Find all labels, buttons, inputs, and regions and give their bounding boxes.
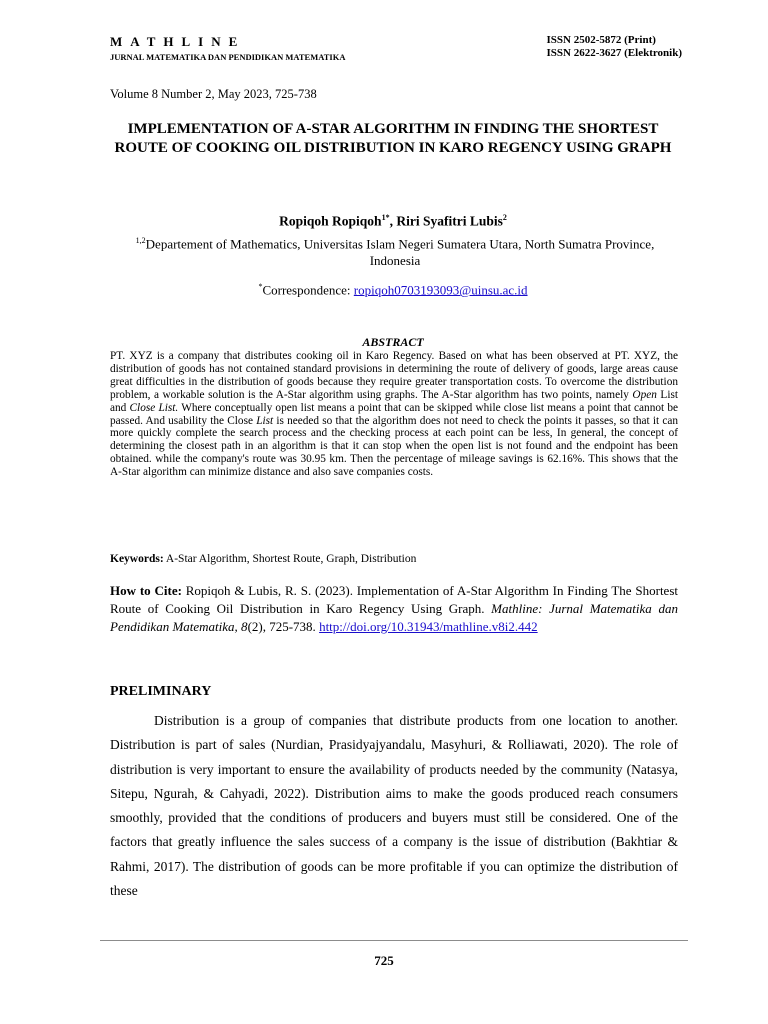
author-1: Ropiqoh Ropiqoh	[279, 213, 382, 229]
keywords-label: Keywords:	[110, 553, 164, 565]
abstract-part-3: Where conceptually open list means a point that can be skipped while close list means a point that cannot be passed. And usability the Close	[110, 401, 678, 427]
cite-issue: (2), 725-738.	[247, 618, 320, 634]
correspondence-label: Correspondence:	[262, 282, 354, 298]
journal-header	[110, 34, 682, 63]
correspondence-email-link[interactable]: ropiqoh0703193093@uinsu.ac.id	[353, 282, 528, 298]
section-heading: PRELIMINARY	[110, 684, 212, 699]
author-2: Riri Syafitri Lubis	[396, 213, 503, 229]
abstract-list-term: List	[256, 414, 274, 427]
keywords-text: A-Star Algorithm, Shortest Route, Graph, Distribution	[163, 553, 417, 565]
journal-name: MATHLINE	[110, 34, 246, 49]
abstract-text	[110, 350, 678, 479]
issn-print: ISSN 2502-5872 (Print)	[546, 34, 656, 46]
journal-subtitle: JURNAL MATEMATIKA DAN PENDIDIKAN MATEMATIKA	[110, 52, 346, 62]
keywords	[110, 553, 680, 565]
author-2-marker: 2	[502, 213, 507, 222]
affiliation-text: Departement of Mathematics, Universitas Islam Negeri Sumatera Utara, North Sumatra Province, Indonesia	[145, 236, 655, 269]
cite-label: How to Cite:	[110, 583, 182, 598]
abstract-part-2: List and	[110, 388, 678, 414]
author-1-marker: 1*	[381, 213, 390, 222]
abstract-close-term: Close List.	[129, 401, 179, 414]
how-to-cite	[110, 582, 678, 635]
correspondence-marker: *	[258, 282, 263, 291]
page-number: 725	[374, 953, 394, 968]
authors	[100, 213, 686, 230]
issn-block	[547, 34, 682, 60]
author-separator: ,	[389, 213, 397, 229]
abstract-heading: ABSTRACT	[362, 335, 424, 349]
affiliation	[110, 232, 680, 269]
volume-info: Volume 8 Number 2, May 2023, 725-738	[110, 87, 317, 101]
abstract-open-term: Open	[632, 388, 657, 401]
doi-link[interactable]: http://doi.org/10.31943/mathline.v8i2.442	[319, 618, 538, 634]
cite-journal: Mathline: Jurnal Matematika dan Pendidikan Matematika, 8	[110, 600, 678, 634]
paper-title: IMPLEMENTATION OF A-STAR ALGORITHM IN FINDING THE SHORTEST ROUTE OF COOKING OIL DISTRIBUTION IN KARO REGENCY USING GRAPH	[114, 121, 672, 156]
issn-electronic: ISSN 2622-3627 (Elektronik)	[546, 47, 682, 59]
abstract-part-4: is needed so that the algorithm does not need to check the points it passes, so that it can more quickly complete the search process and the checking process at each point can be less, In general, the concept of determining the closest path in an algorithm is that it can stop when the open list is not found and the endpoint has been obtained. while the company's route was 30.95 km. Then the percentage of mileage savings is 62.16%. This shows that the A-Star algorithm can minimize distance and also save companies costs.	[110, 414, 678, 479]
body-paragraph: Distribution is a group of companies that distribute products from one location to another. Distribution is part of sales (Nurdian, Prasidyajyandalu, Masyhuri, & Rolliawati, 2020). The role of distribution is very important to ensure the availability of products needed by the community (Natasya, Sitepu, Ngurah, & Cahyadi, 2022). Distribution aims to make the goods produced reach consumers smoothly, provided that the conditions of producers and buyers must still be considered. One of the factors that greatly influence the sales success of a company is the issue of distribution (Bakhtiar & Rahmi, 2017). The distribution of goods can be more profitable if you can optimize the distribution of these	[110, 713, 678, 899]
correspondence	[100, 282, 686, 298]
abstract-part-1: PT. XYZ is a company that distributes cooking oil in Karo Regency. Based on what has been observed at PT. XYZ, the distribution of goods has not contained standard provisions in determining the route of delivery of goods, large areas cause great difficulties in the distribution of goods because they require greater transportation costs. To overcome the distribution problem, a workable solution is the A-Star algorithm using graphs. The A-Star algorithm has two points, namely	[110, 350, 678, 401]
cite-text: Ropiqoh & Lubis, R. S. (2023). Implementation of A-Star Algorithm In Finding The Shortest Route of Cooking Oil Distribution in Karo Regency Using Graph.	[110, 583, 678, 616]
affiliation-marker: 1,2	[135, 236, 146, 245]
footer-divider	[100, 940, 688, 941]
